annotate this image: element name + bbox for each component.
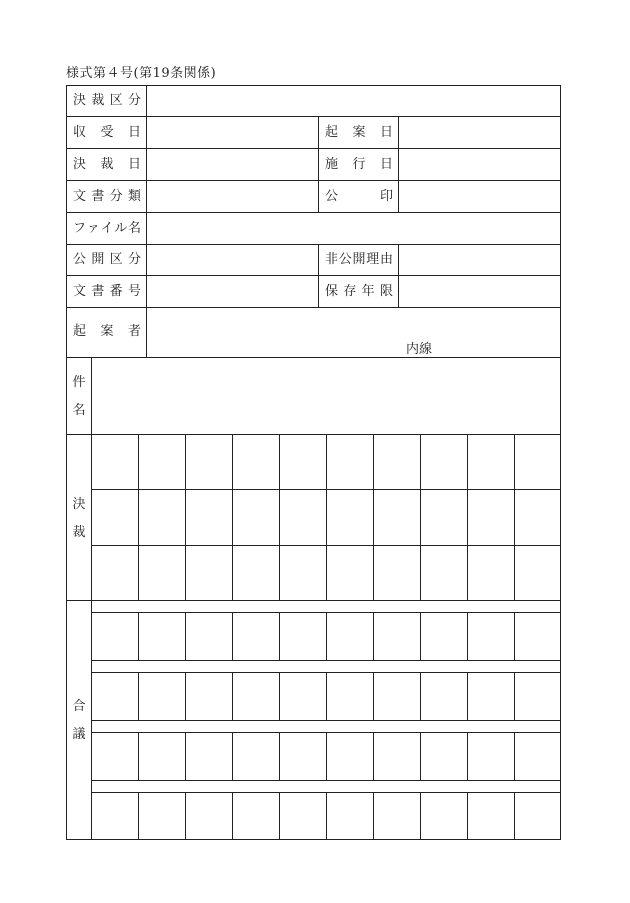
label-shuju-bi: 収 受 日 <box>73 125 141 140</box>
label-bunsho-bango: 文 書 番 号 <box>73 284 141 299</box>
label-bunsho-bunrui: 文 書 分 類 <box>73 189 141 204</box>
label-kessai-bi: 決 裁 日 <box>73 157 141 172</box>
label-shiko-bi: 施 行 日 <box>325 157 393 172</box>
label-kouin: 公 印 <box>325 189 393 204</box>
section-kessai: 決 裁 <box>72 497 86 540</box>
label-hikokai-riyu: 非 公 開 理 由 <box>325 252 393 267</box>
label-file-mei: フ ァ イ ル 名 <box>73 221 141 236</box>
section-aigi: 合 議 <box>72 699 86 742</box>
approval-form <box>66 85 561 840</box>
label-kian-bi: 起 案 日 <box>325 125 393 140</box>
label-kessai-kubun: 決 裁 区 分 <box>73 93 141 108</box>
label-kiansha: 起 案 者 <box>73 324 141 339</box>
label-kokai-kubun: 公 開 区 分 <box>73 252 141 267</box>
label-hozon-nengen: 保 存 年 限 <box>325 284 393 299</box>
form-caption: 様式第４号(第19条関係) <box>66 66 217 81</box>
label-naisen: 内線 <box>406 342 433 357</box>
section-kenmei: 件 名 <box>72 375 86 418</box>
